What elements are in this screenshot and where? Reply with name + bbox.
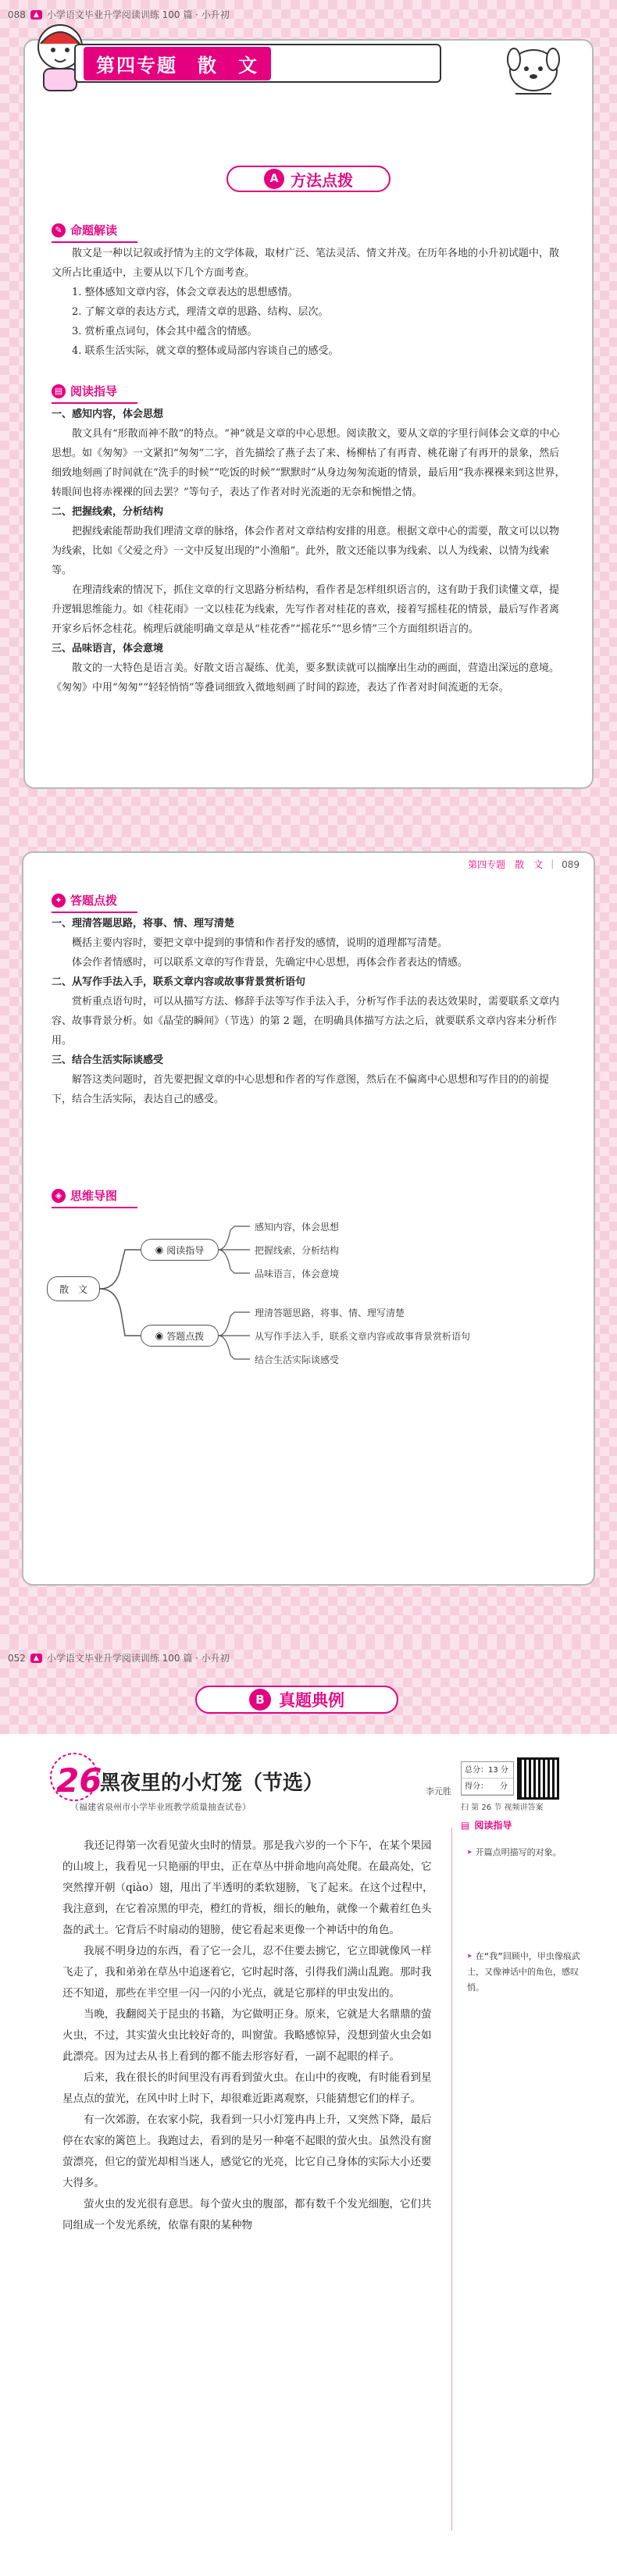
- page-number: 088: [8, 9, 26, 20]
- topic-intro: 散文是一种以记叙或抒情为主的文学体裁，取材广泛、笔法灵活、情文并茂。在历年各地的小升初试题中，散文所占比重适中，主要从以下几个方面考查。: [52, 248, 560, 279]
- story-paragraph: 我展不明身边的东西，看了它一会儿，忍不住要去掳它，它立即就像风一样飞走了，我和弟弟在草丛中追逐着它，它时起时落，引得我们满山乱跑。那时我还不知道，那些在半空里一闪一闪的小光点，就是它那样的甲虫发出的。: [62, 1945, 432, 2000]
- answer-tips-label: 答题点拨: [70, 894, 118, 908]
- tip-paragraph: 概括主要内容时，要把文章中提到的事情和作者抒发的感情，说明的道理都写清楚。: [72, 937, 448, 949]
- story-paragraph: 有一次郊游，在农家小院，我看到一只小灯笼冉冉上升，又突然下降，最后停在农家的篱笆上。我跑过去，看到的是另一种毫不起眼的萤火虫。虽然没有窗萤漂亮，但它的萤光却相当迷人，感觉它的光亮，比它自己身体的实际大小还要大得多。: [62, 2114, 432, 2189]
- lesson-author: 李元胜: [426, 1786, 451, 1796]
- section-b-pill: [195, 1686, 398, 1714]
- heading-underline: [52, 912, 137, 913]
- topic-item: 2. 了解文章的表达方式，理清文章的思路、结构、层次。: [72, 306, 329, 318]
- branch-answer-label: 答题点拨: [166, 1330, 205, 1342]
- topic-reading-text: [52, 244, 567, 361]
- page-088: [0, 0, 617, 828]
- topic-running-head: 第四专题 散 文: [468, 859, 544, 870]
- story-text: [62, 1836, 441, 2236]
- qr-code-icon[interactable]: [517, 1757, 559, 1800]
- page-number: 089: [562, 858, 580, 870]
- book-icon: ▤: [461, 1819, 470, 1831]
- mind-map-branch-answer: [141, 1325, 219, 1347]
- story-paragraph: 我还记得第一次看见萤火虫时的情景。那是我六岁的一个下午，在某个果园的山坡上，我看见一只艳丽的甲虫，正在草丛中拼命地向高处爬。在最高处，它突然撑开朝（qiào）翅，甩出了半透明的柔软翅膀，飞了起来。在这个过程中，我注意到，在它着凉黑的甲壳，橙红的背板，细长的触角，就像一个戴着红色头盔的武士。它背后不时扇动的翅膀，使它看起来更像一个神话中的角色。: [62, 1839, 433, 1936]
- heading-underline: [52, 241, 137, 243]
- page-header-right: 第四专题 散 文 ｜ 089: [468, 858, 580, 870]
- map-icon: ◈: [52, 1189, 66, 1203]
- heading-underline: [52, 1207, 137, 1208]
- series-title: 小学语文毕业升学阅读训练 100 篇 · 小升初: [46, 9, 230, 20]
- pencil-icon: ✎: [52, 223, 66, 237]
- tip-paragraph: 解答这类问题时，首先要把握文章的中心思想和作者的写作意图，然后在不偏离中心思想和写作目的的前提下，结合生活实际，表达自己的感受。: [52, 1074, 550, 1105]
- mind-map-branch-reading: [141, 1239, 219, 1261]
- guide-section-head: 三、品味语言，体会意境: [52, 643, 164, 655]
- mind-map-leaf: 从写作手法入手，联系文章内容或故事背景赏析语句: [255, 1331, 471, 1342]
- answer-tips-heading: [52, 892, 117, 908]
- topic-title-banner: [74, 44, 441, 83]
- reading-guide-text: [52, 405, 567, 698]
- score-total: 总分：13 分: [462, 1762, 513, 1779]
- topic-title: 第四专题 散 文: [84, 47, 271, 80]
- mind-map-leaf: 理清答题思路，将事、情、理写清楚: [255, 1308, 405, 1318]
- guide-paragraph: 散文具有“形散而神不散”的特点。“神”就是文章的中心思想。阅读散文，要从文章的字里行间体会文章的中心思想。如《匆匆》一文紧扣“匆匆”二字，首先描绘了燕子去了来、杨柳枯了有再青、桃花谢了有再开的景象，然后细致地刻画了时间就在“洗手的时候”“吃饭的时候”“默默时”从身边匆匆流逝的情景，最后用“我赤裸裸来到这世界，转眼间也将赤裸裸的回去罢？”等句子，表达了作者对时光流逝的无奈和惋惜之情。: [52, 428, 565, 498]
- tip-paragraph: 体会作者情感时，可以联系文章的写作背景，先确定中心思想，再体会作者表达的情感。: [72, 957, 469, 969]
- guide-paragraph: 把握线索能帮助我们理清文章的脉络，体会作者对文章结构安排的用意。根据文章中心的需要，散文可以以物为线索，比如《父爱之舟》一文中反复出现的“小渔船”。此外，散文还能以事为线索、以人为线索、以情为线索等。: [52, 526, 560, 576]
- page-header-left: [8, 1651, 230, 1664]
- mind-map-leaf: 结合生活实际谈感受: [255, 1354, 340, 1365]
- topic-reading-label: 命题解读: [70, 223, 118, 237]
- branch-reading-label: 阅读指导: [166, 1244, 205, 1256]
- margin-note-text: 在“我”回顾中，甲虫像痕武士，又像神话中的角色，感叹悄。: [467, 1951, 580, 1993]
- margin-note: [467, 1949, 584, 1996]
- note-arrow-icon: ➤: [467, 1951, 473, 1961]
- story-paragraph: 当晚，我翻阅关于昆虫的书籍，为它做明正身。原来，它就是大名鼎鼎的萤火虫，不过，其实萤火虫比较好奇的，叫窗萤。我略感惊异，没想到萤火虫会如此漂亮。因为过去从书上看到的都不能去形容好看，一副不起眼的样子。: [62, 2008, 432, 2063]
- page-089: [0, 828, 617, 1640]
- series-badge: ▲: [30, 10, 42, 20]
- mind-map-label: 思维导图: [70, 1189, 118, 1203]
- margin-note: [467, 1845, 584, 1861]
- page-052: [0, 1640, 617, 2576]
- topic-reading-heading: [52, 222, 117, 238]
- tip-section-head: 一、理清答题思路，将事、情、理写清楚: [52, 918, 235, 929]
- tip-section-head: 三、结合生活实际谈感受: [52, 1054, 164, 1066]
- page-number: 052: [8, 1652, 26, 1664]
- reading-guide-heading: [52, 383, 117, 399]
- side-guide-label: 阅读指导: [474, 1820, 512, 1831]
- section-a-label: 方法点拨: [291, 170, 353, 190]
- mind-map-root: [47, 1276, 100, 1301]
- book-icon: ▤: [52, 384, 66, 398]
- qr-note: 扫 第 26 节 视频讲答案: [461, 1804, 544, 1812]
- dog-mascot-icon: [500, 31, 567, 109]
- branch-icon: ◉: [155, 1330, 164, 1341]
- lightbulb-icon: ✦: [52, 894, 66, 908]
- tip-paragraph: 赏析重点语句时，可以从描写方法、修辞手法等写作手法入手，分析写作手法的表达效果时，需要联系文章内容、故事背景分析。如《晶莹的瞬间》（节选）的第 2 题，在明确具体描写方法之后，就要联系文章内容来分析作用。: [52, 996, 560, 1047]
- section-a-letter: A: [264, 169, 284, 189]
- note-arrow-icon: ➤: [467, 1847, 473, 1857]
- lesson-title: 黑夜里的小灯笼（节选）: [100, 1771, 324, 1795]
- guide-section-head: 一、感知内容，体会思想: [52, 409, 164, 420]
- guide-paragraph: 在理清线索的情况下，抓住文章的行文思路分析结构，看作者是怎样组织语言的，这有助于我们读懂文章，提升逻辑思维能力。如《桂花雨》一文以桂花为线索，先写作者对桂花的喜欢，接着写摇桂花的情景，最后写作者离开家乡后怀念桂花。梳理后就能明确文章是从“桂花香”“摇花乐”“思乡情”三个方面组织语言的。: [52, 584, 560, 635]
- column-separator: [451, 1828, 452, 2531]
- mind-map-root-label: 散 文: [59, 1283, 87, 1295]
- lesson-source: （福建省泉州市小学毕业班教学质量抽查试卷）: [70, 1802, 251, 1812]
- branch-icon: ◉: [155, 1244, 164, 1255]
- score-got: 得分： 分: [462, 1779, 513, 1795]
- reading-guide-label: 阅读指导: [70, 384, 118, 398]
- lesson-number: 26: [56, 1761, 102, 1800]
- series-badge: ▲: [30, 1654, 42, 1663]
- topic-item: 1. 整体感知文章内容，体会文章表达的思想感情。: [72, 287, 298, 298]
- guide-section-head: 二、把握线索，分析结构: [52, 506, 164, 518]
- mind-map-leaf: 把握线索，分析结构: [255, 1245, 340, 1256]
- answer-tips-text: [52, 914, 567, 1109]
- heading-underline: [52, 402, 137, 404]
- topic-item: 3. 赏析重点词句，体会其中蕴含的情感。: [72, 326, 258, 337]
- mind-map-leaf: 感知内容，体会思想: [255, 1222, 340, 1233]
- tip-section-head: 二、从写作手法入手，联系文章内容或故事背景赏析语句: [52, 976, 306, 988]
- section-a-pill: [226, 166, 391, 192]
- story-paragraph: 萤火虫的发光很有意思。每个萤火虫的腹部，都有数千个发光细胞，它们共同组成一个发光系统，依靠有限的某种物: [62, 2198, 432, 2232]
- story-paragraph: 后来，我在很长的时间里没有再看到萤火虫。在山中的夜晚，有时能看到星星点点的萤光，在风中时上时下，却很难近距离观察，只能猜想它们的样子。: [62, 2071, 432, 2105]
- score-box: [461, 1761, 514, 1796]
- side-reading-guide: [461, 1818, 578, 1832]
- series-title: 小学语文毕业升学阅读训练 100 篇 · 小升初: [46, 1653, 230, 1664]
- topic-item: 4. 联系生活实际，就文章的整体或局部内容谈自己的感受。: [72, 345, 339, 357]
- section-b-label: 真题典例: [279, 1691, 344, 1710]
- margin-note-text: 开篇点明描写的对象。: [475, 1847, 562, 1857]
- guide-paragraph: 散文的一大特色是语言美。好散文语言凝练、优美，要多默读就可以揣摩出生动的画面，营造出深远的意境。《匆匆》中用“匆匆”“轻轻悄悄”等叠词细致入微地刻画了时间的踪迹，表达了作者对时间流逝的无奈。: [52, 662, 560, 694]
- section-b-letter: B: [249, 1689, 271, 1711]
- mind-map-leaf: 品味语言，体会意境: [255, 1268, 340, 1279]
- mind-map-heading: [52, 1187, 117, 1204]
